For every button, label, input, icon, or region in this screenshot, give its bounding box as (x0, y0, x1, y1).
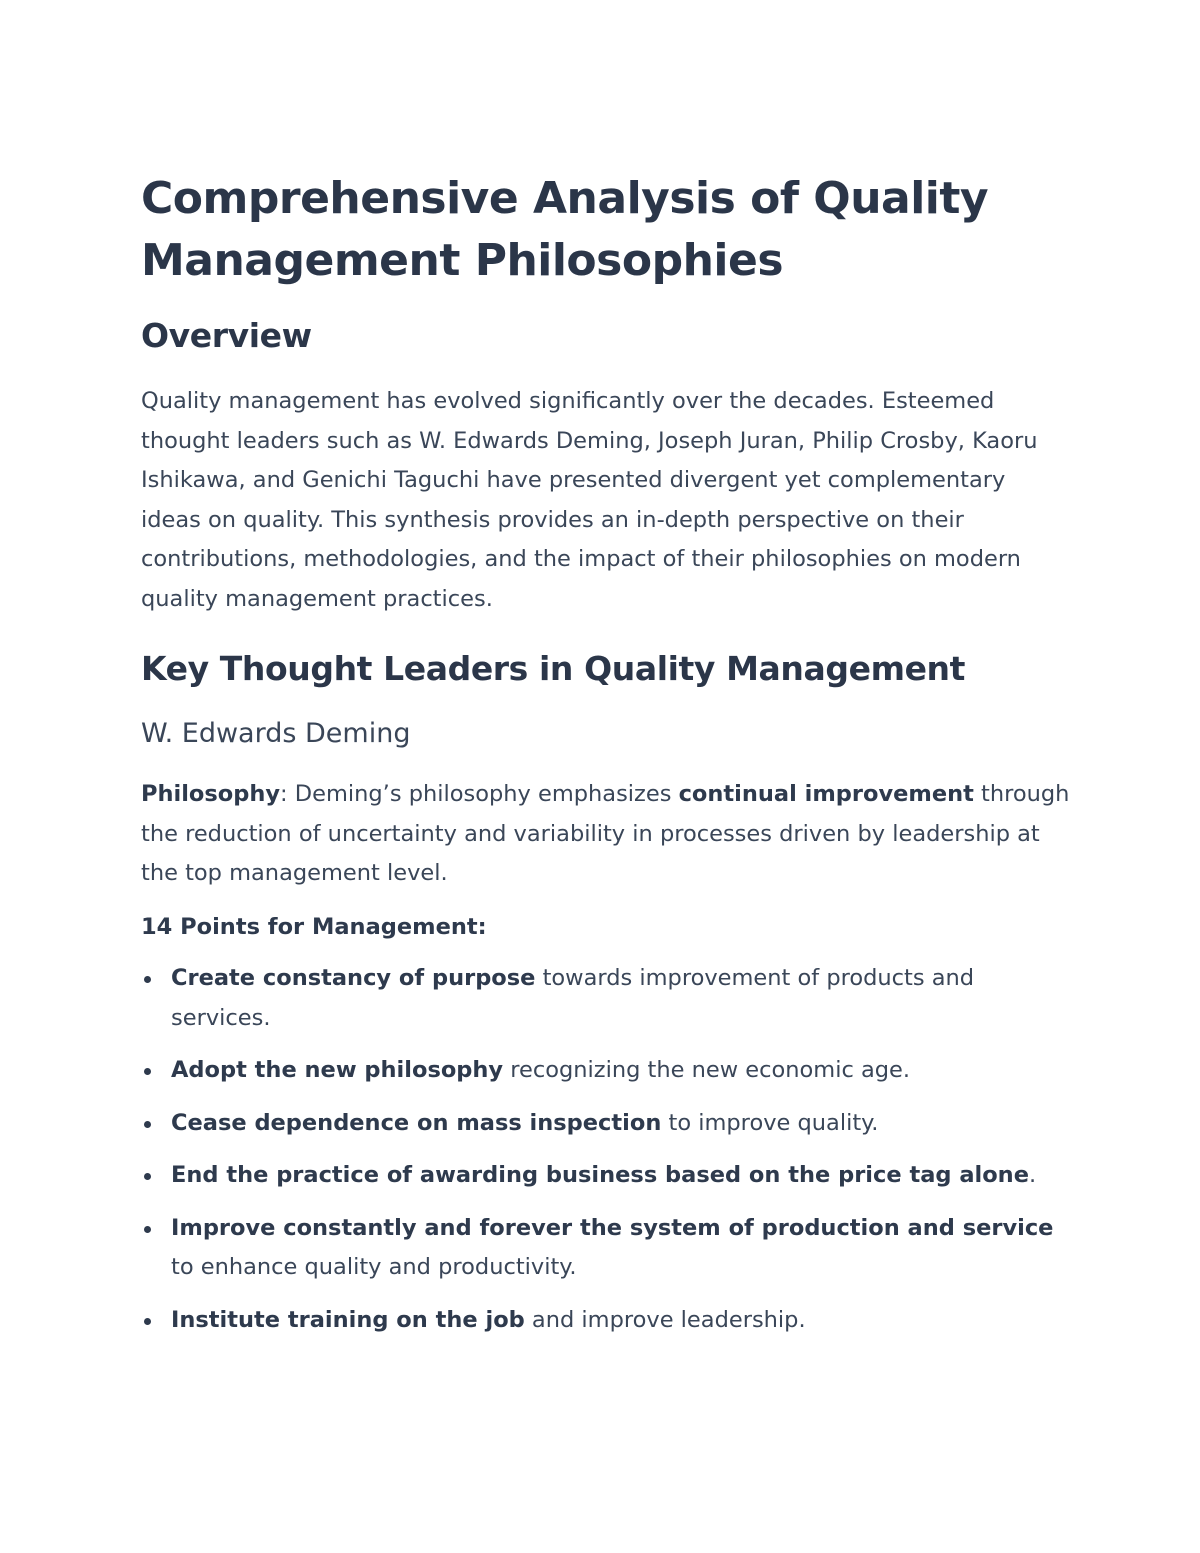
point-bold: Cease dependence on mass inspection (171, 1109, 662, 1136)
bullet-icon (144, 1226, 151, 1233)
point-rest: . (1028, 1162, 1037, 1188)
point-rest: recognizing the new economic age. (503, 1057, 911, 1083)
point-bold: Improve constantly and forever the system of production and service (171, 1214, 1054, 1241)
point-bold: Create constancy of purpose (171, 965, 536, 991)
bullet-icon (144, 976, 151, 983)
list-item (141, 1209, 1071, 1288)
points-list (141, 959, 1071, 1340)
bullet-icon (144, 1318, 151, 1325)
overview-paragraph: Quality management has evolved significantly over the decades. Esteemed thought leaders such as W. Edwards Deming, Joseph Juran, Philip Crosby, Kaoru Ishikawa, and Genichi Taguchi have presented divergent yet complementary ideas on quality. This synthesis provides an in-depth perspective on their contributions, methodologies, and the impact of their philosophies on modern quality management practices. (141, 388, 1038, 612)
philosophy-emphasis: continual improvement (678, 781, 974, 807)
point-bold: Adopt the new philosophy (171, 1057, 504, 1083)
point-rest: to enhance quality and productivity. (171, 1254, 577, 1280)
list-item (141, 1051, 1071, 1091)
point-rest: to improve quality. (661, 1109, 879, 1136)
document-title: Comprehensive Analysis of Quality Management Philosophies (141, 173, 989, 286)
list-item (141, 1301, 1071, 1341)
key-leaders-heading: Key Thought Leaders in Quality Management (141, 649, 966, 688)
deming-heading: W. Edwards Deming (141, 718, 411, 749)
bullet-icon (144, 1173, 151, 1180)
point-bold: Institute training on the job (171, 1306, 525, 1333)
document-content (141, 168, 1071, 1353)
list-item (141, 1156, 1071, 1196)
philosophy-label: Philosophy (141, 781, 281, 807)
bullet-icon (144, 1068, 151, 1075)
philosophy-text-end: through the reduction of uncertainty and variability in processes driven by leadership at the top management level. (141, 781, 1070, 886)
overview-heading: Overview (141, 316, 312, 355)
point-rest: towards improvement of products and services. (171, 965, 975, 1031)
deming-philosophy-paragraph (141, 775, 1071, 894)
point-bold: End the practice of awarding business based on the price tag alone (171, 1162, 1029, 1188)
bullet-icon (144, 1121, 151, 1128)
philosophy-colon: : (280, 781, 295, 807)
points-label: 14 Points for Management: (141, 913, 487, 940)
list-item (141, 959, 1071, 1038)
point-rest: and improve leadership. (524, 1306, 806, 1333)
philosophy-text-start: Deming’s philosophy emphasizes (294, 781, 679, 807)
list-item (141, 1104, 1071, 1144)
